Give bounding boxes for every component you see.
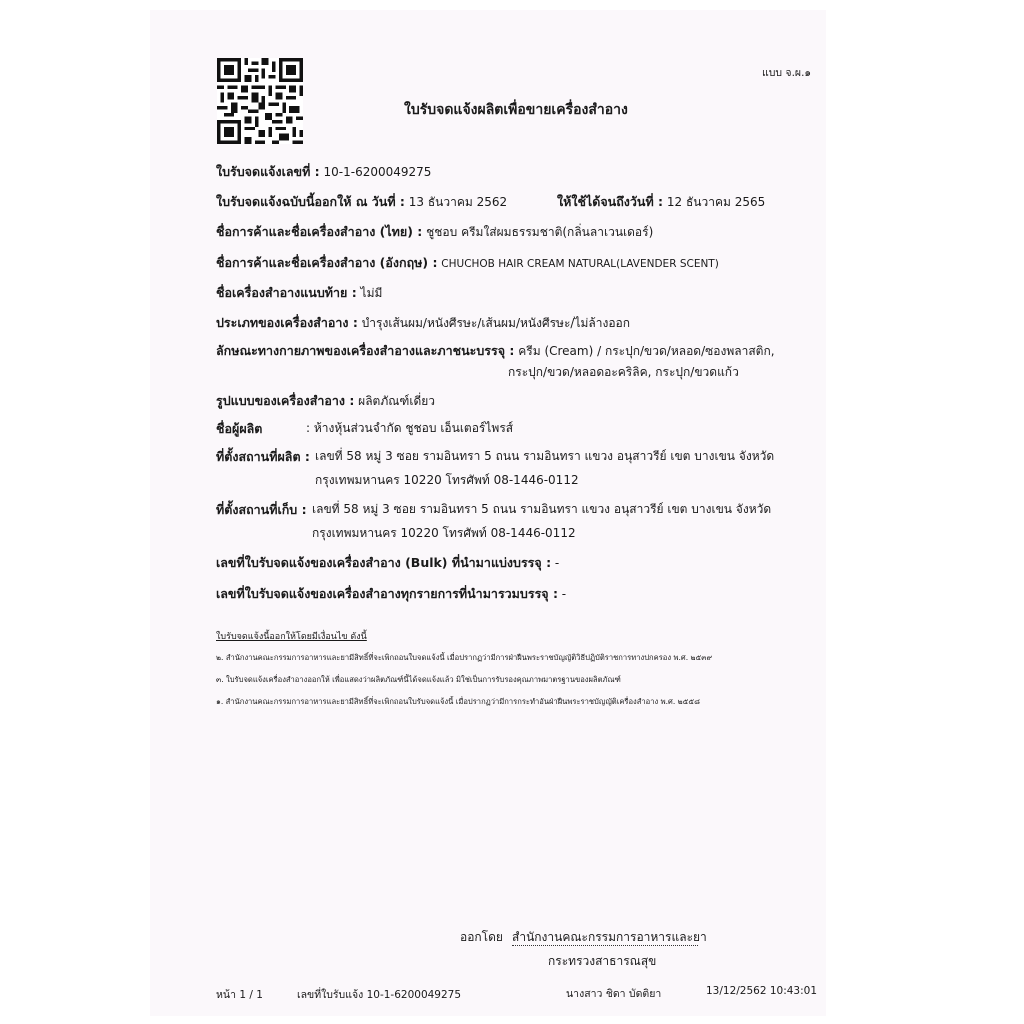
field-bulk	[216, 553, 559, 573]
field-name-th	[216, 222, 653, 242]
field-label: ชื่อเครื่องสำอางแนบท้าย :	[216, 285, 357, 300]
format-value: ผลิตภัณฑ์เดี่ยว	[358, 394, 436, 408]
field-format	[216, 391, 435, 411]
field-factory	[216, 447, 310, 467]
manufacturer-value: : ห้างหุ้นส่วนจำกัด ชูชอบ เอ็นเตอร์ไพรส์	[306, 421, 514, 435]
valid-until-value: 12 ธันวาคม 2565	[666, 195, 766, 209]
bulk-value: -	[554, 556, 560, 570]
field-label: ให้ใช้ได้จนถึงวันที่ :	[557, 194, 664, 209]
field-receipt-no	[216, 162, 431, 182]
issuer-label: ออกโดย	[460, 930, 503, 944]
factory-value-line-1: เลขที่ 58 หมู่ 3 ซอย รามอินทรา 5 ถนน รามอินทรา แขวง อนุสาวรีย์ เขต บางเขน จังหวัด	[315, 449, 775, 463]
physical-value-line-2: กระปุก/ขวด/หลอดอะคริลิค, กระปุก/ขวดแก้ว	[508, 365, 739, 379]
field-suffix-name	[216, 283, 382, 303]
field-physical	[216, 341, 775, 361]
issuer-underline	[512, 945, 698, 946]
note-item: ๒. สำนักงานคณะกรรมการอาหารและยามีสิทธิ์ที่จะเพิกถอนใบจดแจ้งนี้ เมื่อปรากฏว่ามีการฝ่าฝืนพระราชบัญญัติวิธีปฏิบัติราชการทางปกครอง พ.ศ. ๒๕๓๙	[216, 653, 713, 662]
form-code: แบบ จ.ผ.๑	[762, 67, 812, 79]
category-value: บำรุงเส้นผม/หนังศีรษะ/เส้นผม/หนังศีรษะ/ไม่ล้างออก	[361, 316, 631, 330]
field-label: ชื่อผู้ผลิต	[216, 421, 263, 436]
name-en-value: CHUCHOB HAIR CREAM NATURAL(LAVENDER SCENT)	[441, 258, 719, 270]
field-label: ที่ตั้งสถานที่เก็บ :	[216, 502, 307, 517]
field-label: ลักษณะทางกายภาพของเครื่องสำอางและภาชนะบรรจุ :	[216, 343, 515, 358]
page-number: หน้า 1 / 1	[216, 989, 263, 1001]
note-item: ๓. ใบรับจดแจ้งเครื่องสำอางออกให้ เพื่อแสดงว่าผลิตภัณฑ์นี้ได้จดแจ้งแล้ว มิใช่เป็นการรับรองคุณภาพมาตรฐานของผลิตภัณฑ์	[216, 675, 621, 684]
storage-value-line-1: เลขที่ 58 หมู่ 3 ซอย รามอินทรา 5 ถนน รามอินทรา แขวง อนุสาวรีย์ เขต บางเขน จังหวัด	[312, 502, 772, 516]
field-label: ใบรับจดแจ้งเลขที่ :	[216, 164, 320, 179]
field-name-en	[216, 253, 719, 273]
field-label: เลขที่ใบรับจดแจ้งของเครื่องสำอางทุกรายการที่นำมารวมบรรจุ :	[216, 586, 558, 601]
field-issued-date	[216, 192, 507, 212]
receipt-no-value: 10-1-6200049275	[323, 165, 432, 179]
officer-name: นางสาว ชิดา บัดติยา	[566, 988, 662, 1000]
field-label: ประเภทของเครื่องสำอาง :	[216, 315, 358, 330]
field-category	[216, 313, 630, 333]
note-item: ๑. สำนักงานคณะกรรมการอาหารและยามีสิทธิ์ที่จะเพิกถอนใบรับจดแจ้งนี้ เมื่อปรากฏว่ามีการกระทำอันฝ่าฝืนพระราชบัญญัติเครื่องสำอาง พ.ศ. ๒๕๕๘	[216, 697, 701, 706]
qr-code-icon	[217, 58, 303, 144]
timestamp: 13/12/2562 10:43:01	[706, 985, 818, 997]
field-valid-until	[557, 192, 765, 212]
storage-value-line-2: กรุงเทพมหานคร 10220 โทรศัพท์ 08-1446-0112	[312, 526, 576, 540]
factory-value-line-2: กรุงเทพมหานคร 10220 โทรศัพท์ 08-1446-0112	[315, 473, 579, 487]
field-label: ที่ตั้งสถานที่ผลิต :	[216, 449, 310, 464]
field-storage	[216, 500, 307, 520]
field-label: ใบรับจดแจ้งฉบับนี้ออกให้ ณ วันที่ :	[216, 194, 405, 209]
issued-date-value: 13 ธันวาคม 2562	[408, 195, 508, 209]
field-all-items	[216, 584, 566, 604]
footer-receipt-no: เลขที่ใบรับแจ้ง 10-1-6200049275	[297, 989, 462, 1001]
name-th-value: ชูชอบ ครีมใส่ผมธรรมชาติ(กลิ่นลาเวนเดอร์)	[426, 225, 654, 239]
document-title: ใบรับจดแจ้งผลิตเพื่อขายเครื่องสำอาง	[404, 102, 628, 118]
field-label: ชื่อการค้าและชื่อเครื่องสำอาง (อังกฤษ) :	[216, 255, 438, 270]
physical-value-line-1: ครีม (Cream) / กระปุก/ขวด/หลอด/ซองพลาสติก,	[518, 344, 775, 358]
issuer-office: สำนักงานคณะกรรมการอาหารและยา	[512, 930, 707, 944]
field-manufacturer	[216, 419, 262, 439]
all-items-value: -	[561, 587, 567, 601]
field-label: รูปแบบของเครื่องสำอาง :	[216, 393, 355, 408]
issuer-ministry: กระทรวงสาธารณสุข	[548, 954, 657, 968]
notes-heading: ใบรับจดแจ้งนี้ออกให้โดยมีเงื่อนไข ดังนี้	[216, 632, 367, 642]
suffix-name-value: ไม่มี	[360, 286, 383, 300]
field-label: เลขที่ใบรับจดแจ้งของเครื่องสำอาง (Bulk) ที่นำมาแบ่งบรรจุ :	[216, 555, 552, 570]
field-label: ชื่อการค้าและชื่อเครื่องสำอาง (ไทย) :	[216, 224, 423, 239]
